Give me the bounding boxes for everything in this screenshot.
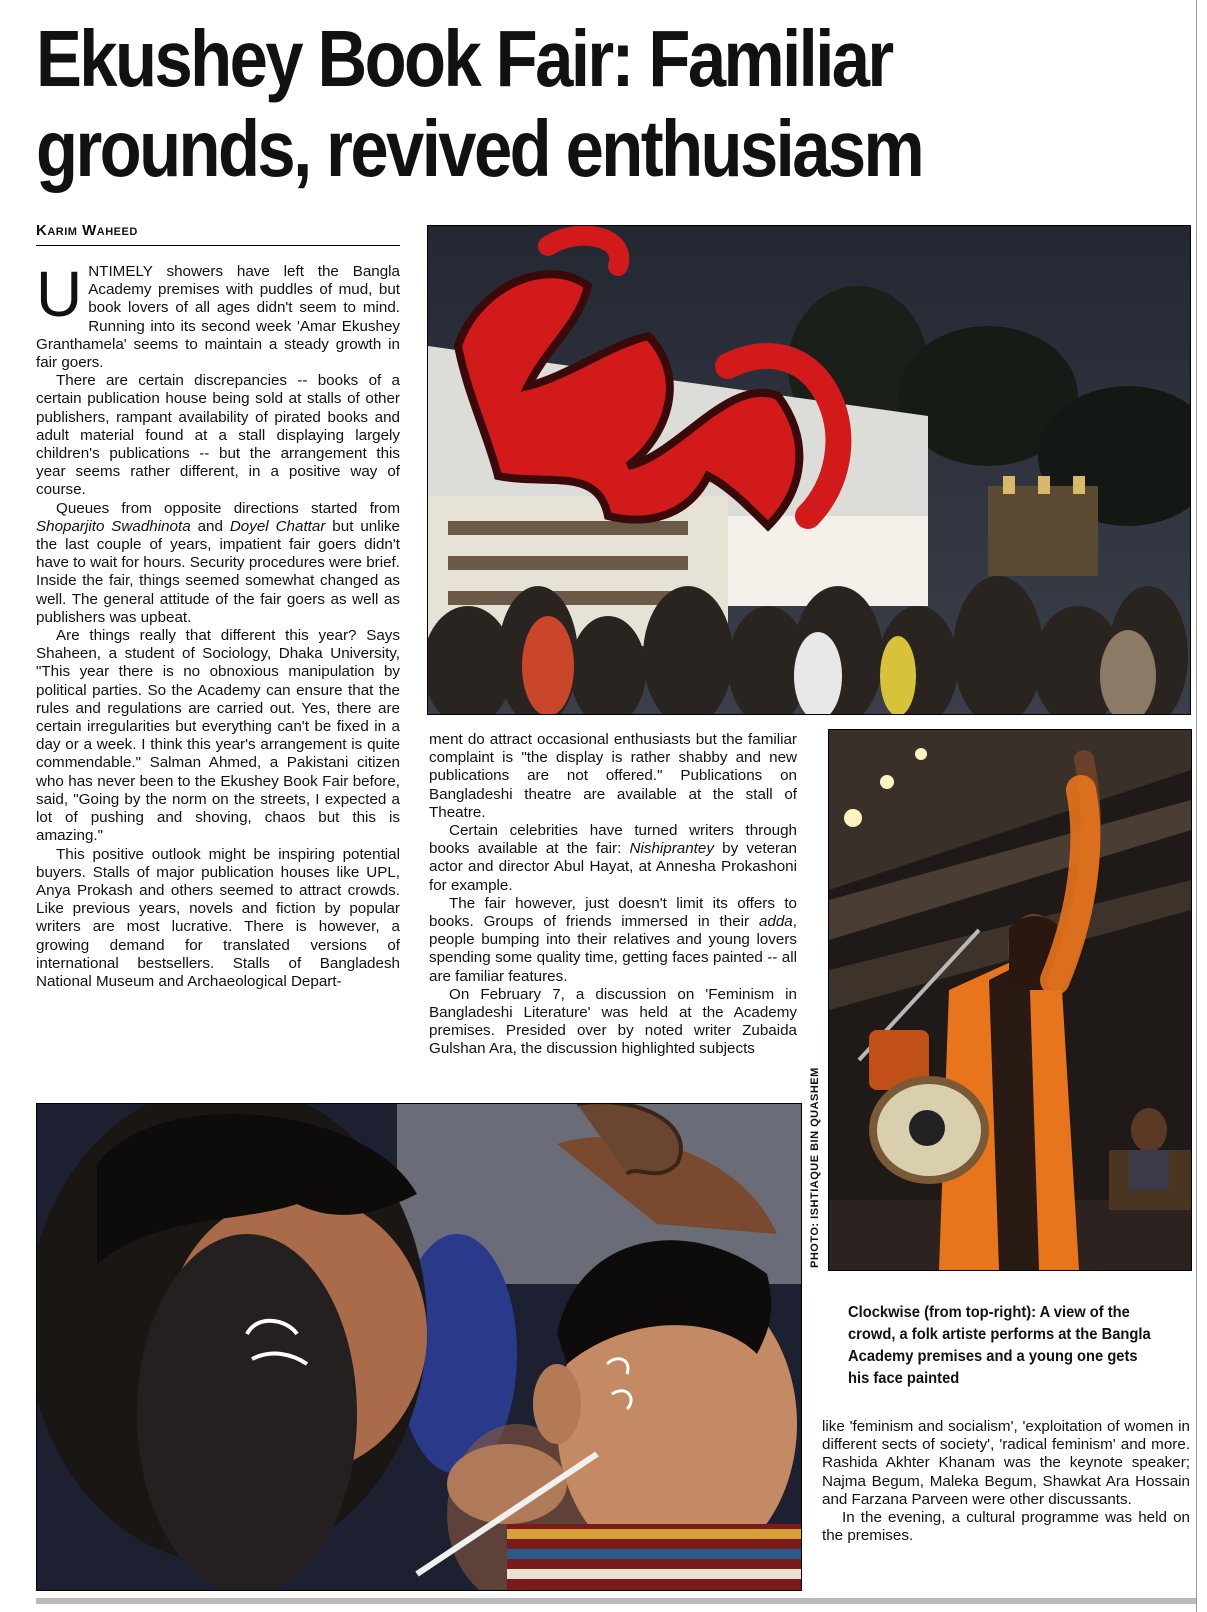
crowd-photo xyxy=(427,225,1191,715)
paragraph xyxy=(36,258,400,372)
paragraph xyxy=(429,895,797,986)
paragraph-text: and xyxy=(190,517,230,535)
paragraph xyxy=(429,822,797,895)
crowd-photo-image xyxy=(428,226,1190,714)
paragraph-text: but unlike the last couple of years, impatient fair goers didn't have to wait for hours. Security procedures were brief. Inside the fair, things seemed somewhat changed as well. The general attitude of the fair goers as well as publishers was upbeat. xyxy=(36,517,401,626)
headline-line-1: Ekushey Book Fair: Familiar xyxy=(36,14,892,103)
paragraph: There are certain discrepancies -- books of a certain publication house being sold at stalls of other publishers, rampant availability of pirated books and adult material found at a stall displaying largely children's publications -- but the arrangement this year seems rather different, in a positive way of course. xyxy=(36,372,400,499)
place-name: Shoparjito Swadhinota xyxy=(36,517,191,535)
place-name: Doyel Chattar xyxy=(229,517,326,535)
face-painting-image xyxy=(37,1104,801,1590)
article-column-3 xyxy=(822,1418,1190,1545)
paragraph: ment do attract occasional enthusiasts but the familiar complaint is "the display is rather shabby and new publications are not offered." Publications on Bangladeshi theatre are available at the stall of Theatre. xyxy=(429,731,797,821)
book-title: Nishiprantey xyxy=(629,840,714,858)
paragraph-text: , people bumping into their relatives and young lovers spending some quality time, getting faces painted -- all are familiar features. xyxy=(429,913,797,985)
headline-line-2: grounds, revived enthusiasm xyxy=(36,104,923,193)
article-column-1 xyxy=(36,258,401,991)
paragraph xyxy=(36,500,400,627)
photo-credit: PHOTO: ISHTIAQUE BIN QUASHEM xyxy=(809,1067,821,1268)
paragraph-text: Certain celebrities have turned writers through books available at the fair: xyxy=(429,822,797,858)
column-rule xyxy=(1196,0,1197,1612)
article-column-2 xyxy=(429,731,797,1059)
bangla-term: adda xyxy=(758,913,793,931)
paragraph-text: The fair however, just doesn't limit its offers to books. Groups of friends immersed in their xyxy=(429,894,797,931)
headline xyxy=(36,14,999,194)
paragraph-text: Queues from opposite directions started from xyxy=(56,499,400,517)
drop-cap: U xyxy=(36,258,83,330)
byline: Karim Waheed xyxy=(36,222,400,246)
page-bottom-rule xyxy=(36,1598,1196,1604)
paragraph: This positive outlook might be inspiring potential buyers. Stalls of major publication houses like UPL, Anya Prokash and others seemed to attract crowds. Like previous years, novels and fiction by popular writers are most lucrative. There is however, a growing demand for translated versions of international bestsellers. Stalls of Bangladesh National Museum and Archaeological Depart- xyxy=(36,845,400,990)
paragraph: In the evening, a cultural programme was held on the premises. xyxy=(822,1509,1190,1545)
paragraph: like 'feminism and socialism', 'exploitation of women in different sects of society', 'radical feminism' and more. Rashida Akhter Khanam was the keynote speaker; Najma Begum, Maleka Begum, Shawkat Ara Hossain and Farzana Parveen were other discussants. xyxy=(822,1418,1190,1508)
paragraph-text: by veteran actor and director Abul Hayat, at Annesha Prokashoni for example. xyxy=(429,840,798,894)
paragraph: Are things really that different this year? Says Shaheen, a student of Sociology, Dhaka University, "This year there is no obnoxious manipulation by political parties. So the Academy can ensure that the rules and regulations are carried out. Yes, there are certain irregularities but everything can't be fixed in a day or a week. I think this year's arrangement is quite commendable." Salman Ahmed, a Pakistani citizen who has never been to the Ekushey Book Fair before, said, "Going by the norm on the streets, I expected a lot of pushing and shoving, chaos but this is amazing." xyxy=(36,627,400,845)
photo-caption: Clockwise (from top-right): A view of the crowd, a folk artiste performs at the Bangla Academy premises and a young one gets his face painted xyxy=(848,1304,1151,1387)
paragraph: On February 7, a discussion on 'Feminism in Bangladeshi Literature' was held at the Academy premises. Presided over by noted writer Zubaida Gulshan Ara, the discussion highlighted subjects xyxy=(429,985,797,1058)
folk-performer-image xyxy=(829,730,1191,1270)
paragraph-text: NTIMELY showers have left the Bangla Academy premises with puddles of mud, but book lovers of all ages didn't seem to mind. Running into its second week 'Amar Ekushey Granthamela' seems to maintain a steady growth in fair goers. xyxy=(36,263,400,372)
folk-performer-photo xyxy=(828,729,1192,1271)
face-painting-photo xyxy=(36,1103,802,1591)
